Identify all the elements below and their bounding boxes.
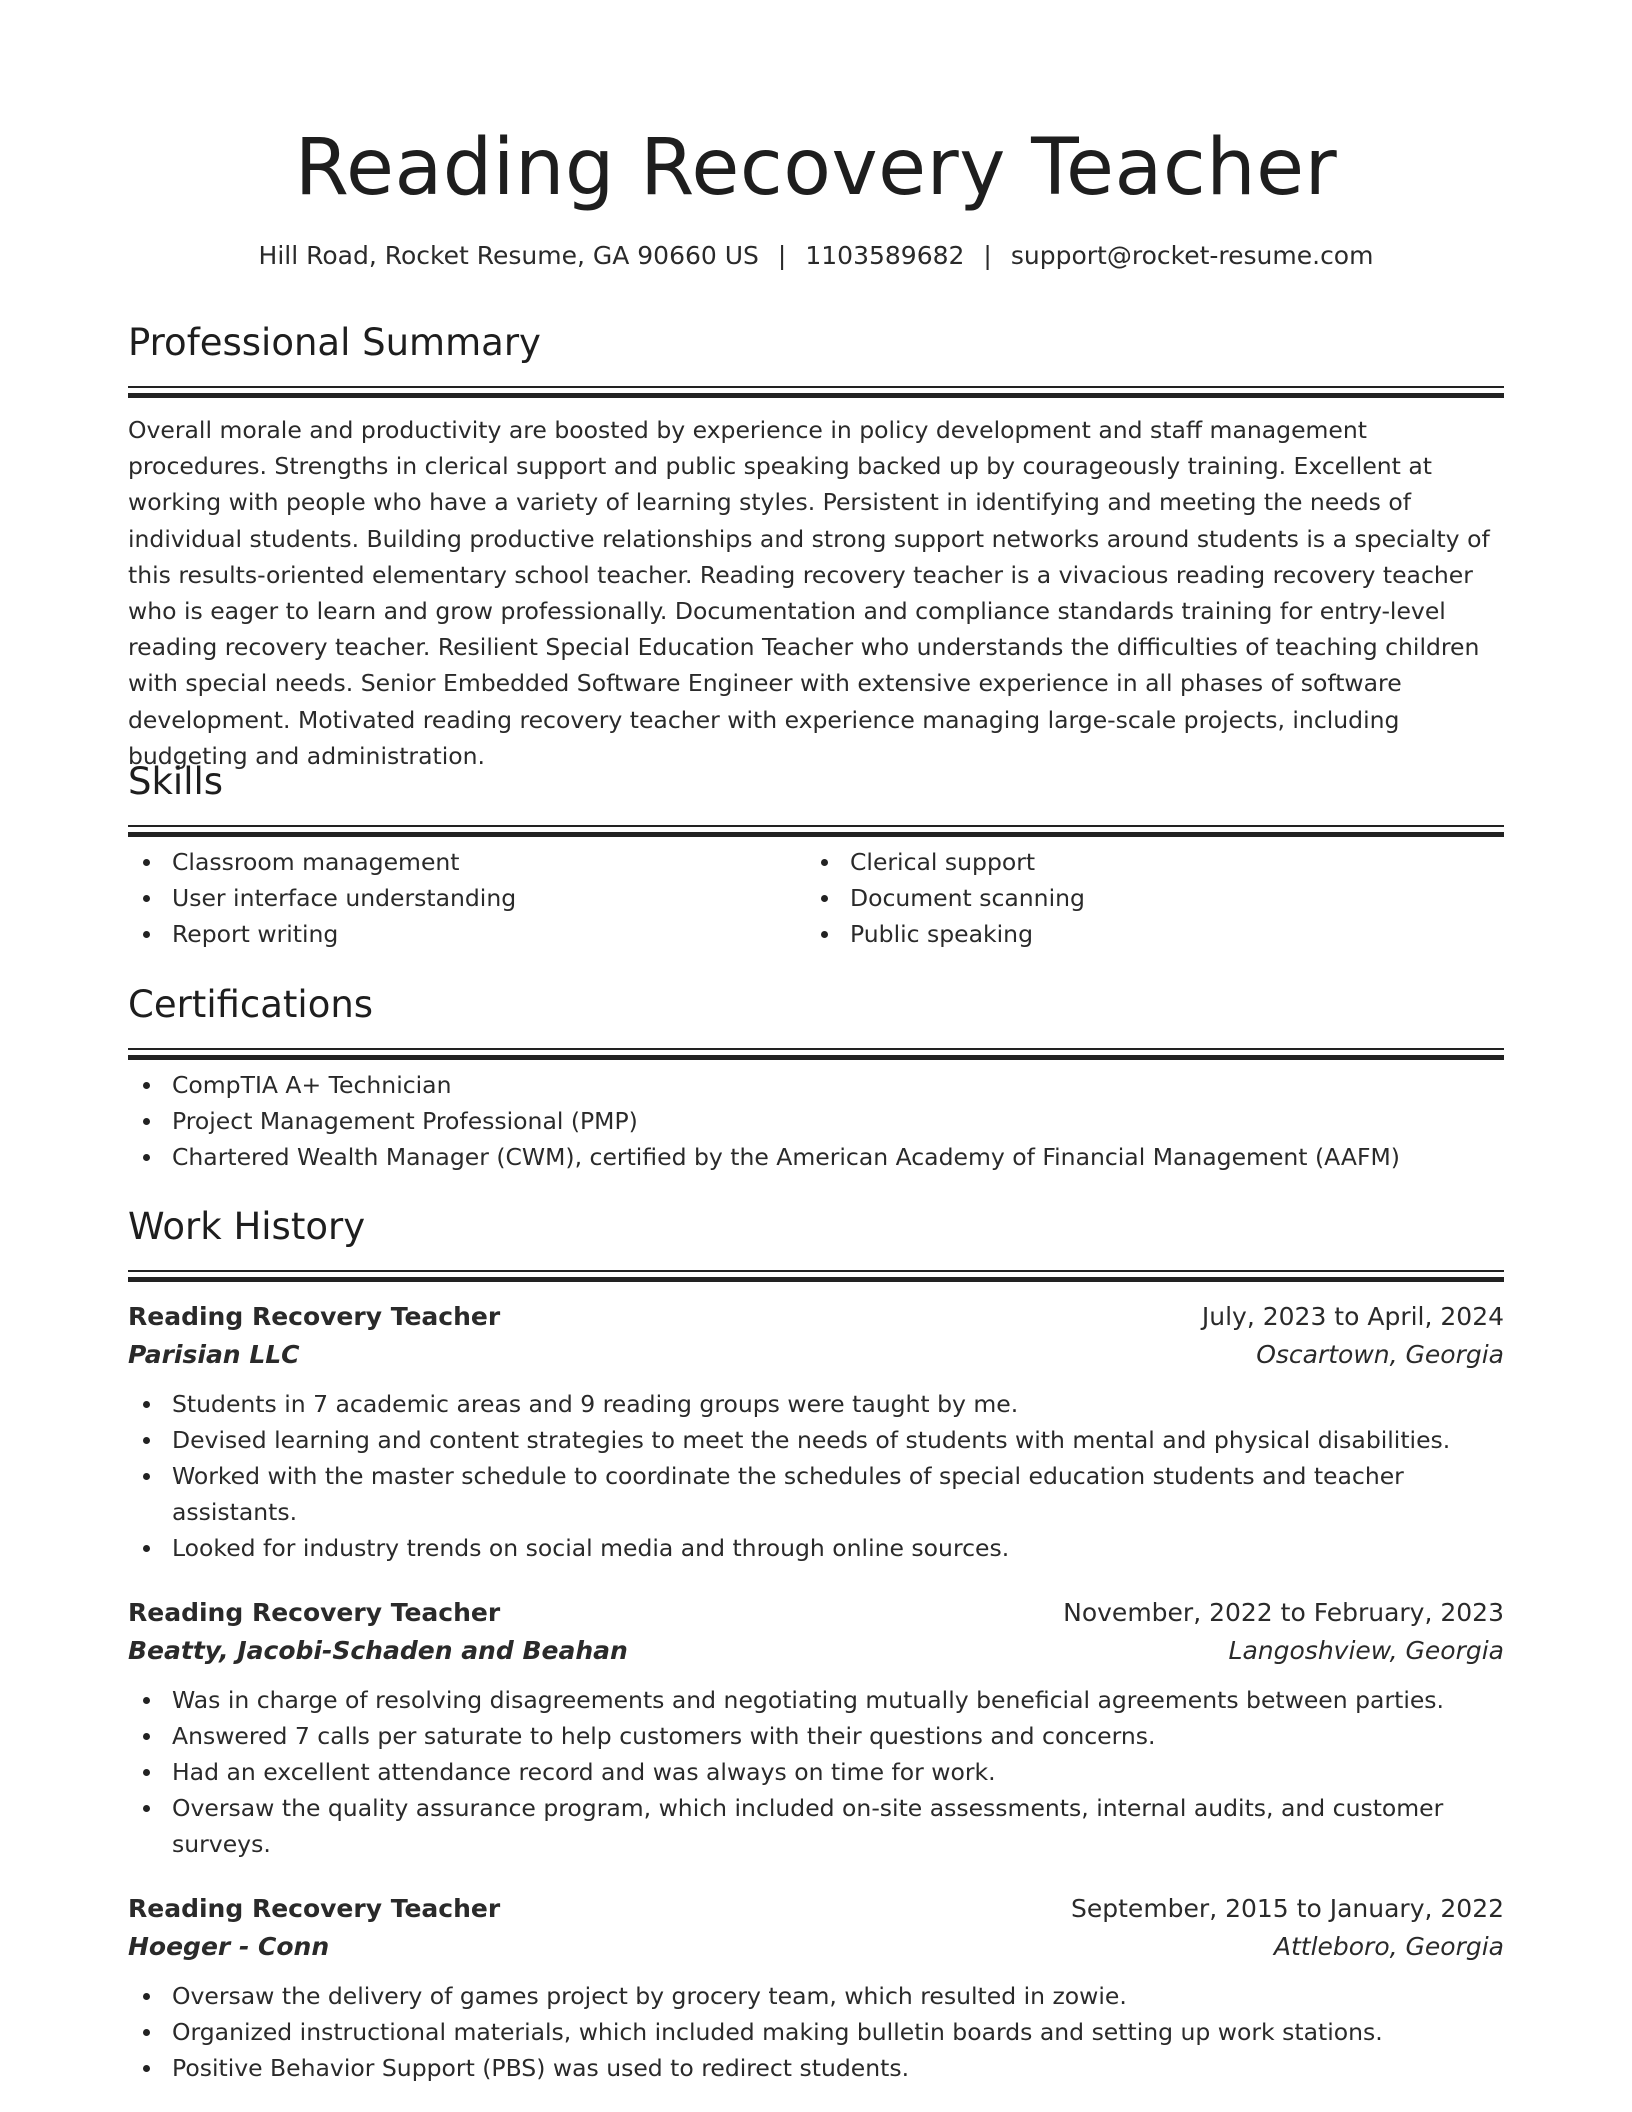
candidate-name: Reading Recovery Teacher xyxy=(294,123,1338,213)
summary-text: Overall morale and productivity are boosted by experience in policy development and staff management procedures. Strengths in clerical support and public speaking backed up by courageously training. Excellent at working with people who have a variety of learning styles. Persistent in identifying and meeting the needs of individual students. Building productive relationships and strong support networks around students is a specialty of this results-oriented elementary school teacher. Reading recovery teacher is a vivacious reading recovery teacher who is eager to learn and grow professionally. Documentation and compliance standards training for entry-level reading recovery teacher. Resilient Special Education Teacher who understands the difficulties of teaching children with special needs. Senior Embedded Software Engineer with extensive experience in all phases of software development. Motivated reading recovery teacher with experience managing large-scale projects, including budgeting and administration. xyxy=(128,416,1490,770)
job-entry xyxy=(128,1890,1504,2086)
job-bullet: Was in charge of resolving disagreements and negotiating mutually beneficial agreements between parties. xyxy=(128,1682,1504,1718)
skills-right-list xyxy=(806,844,1484,952)
skill-item: User interface understanding xyxy=(128,880,806,916)
skill-item: Document scanning xyxy=(806,880,1484,916)
work-history-heading: Work History xyxy=(128,1205,366,1248)
certifications-list xyxy=(128,1067,1504,1175)
summary-section xyxy=(128,318,1504,774)
job-entry xyxy=(128,1594,1504,1862)
job-dates: September, 2015 to January, 2022 xyxy=(1071,1894,1504,1923)
job-title: Reading Recovery Teacher xyxy=(128,1302,501,1331)
job-bullets xyxy=(128,1682,1504,1862)
job-company: Beatty, Jacobi-Schaden and Beahan xyxy=(128,1636,628,1665)
job-bullet: Answered 7 calls per saturate to help customers with their questions and concerns. xyxy=(128,1718,1504,1754)
skill-item: Classroom management xyxy=(128,844,806,880)
section-divider xyxy=(128,1270,1504,1284)
skill-item: Clerical support xyxy=(806,844,1484,880)
skills-columns xyxy=(128,844,1504,952)
job-dates: November, 2022 to February, 2023 xyxy=(1063,1598,1504,1627)
certifications-heading: Certifications xyxy=(128,983,374,1026)
section-divider xyxy=(128,825,1504,839)
section-divider xyxy=(128,386,1504,400)
contact-line xyxy=(128,238,1504,274)
job-bullet: Oversaw the delivery of games project by grocery team, which resulted in zowie. xyxy=(128,1978,1504,2014)
job-location: Langoshview, Georgia xyxy=(1228,1636,1504,1665)
job-bullet: Had an excellent attendance record and was always on time for work. xyxy=(128,1754,1504,1790)
certification-item: Chartered Wealth Manager (CWM), certified by the American Academy of Financial Management (AAFM) xyxy=(128,1139,1504,1175)
section-divider xyxy=(128,1048,1504,1062)
skill-item: Public speaking xyxy=(806,916,1484,952)
skills-heading: Skills xyxy=(128,760,224,803)
skills-section xyxy=(128,757,1504,952)
job-location: Oscartown, Georgia xyxy=(1256,1340,1504,1369)
contact-address: Hill Road, Rocket Resume, GA 90660 US xyxy=(258,241,759,270)
skill-item: Report writing xyxy=(128,916,806,952)
job-bullet: Oversaw the quality assurance program, which included on-site assessments, internal audits, and customer surveys. xyxy=(128,1790,1504,1862)
job-title: Reading Recovery Teacher xyxy=(128,1598,501,1627)
job-bullet: Devised learning and content strategies to meet the needs of students with mental and physical disabilities. xyxy=(128,1422,1504,1458)
certifications-section xyxy=(128,980,1504,1175)
job-bullets xyxy=(128,1386,1504,1566)
contact-email: support@rocket-resume.com xyxy=(1010,241,1374,270)
job-dates: July, 2023 to April, 2024 xyxy=(1201,1302,1504,1331)
job-bullet: Positive Behavior Support (PBS) was used to redirect students. xyxy=(128,2050,1504,2086)
job-location: Attleboro, Georgia xyxy=(1273,1932,1504,1961)
job-company: Hoeger - Conn xyxy=(128,1932,330,1961)
certification-item: CompTIA A+ Technician xyxy=(128,1067,1504,1103)
job-bullets xyxy=(128,1978,1504,2086)
job-title: Reading Recovery Teacher xyxy=(128,1894,501,1923)
contact-phone: 1103589682 xyxy=(805,241,965,270)
job-bullet: Organized instructional materials, which included making bulletin boards and setting up work stations. xyxy=(128,2014,1504,2050)
work-history-section xyxy=(128,1202,1504,2086)
contact-separator: | xyxy=(777,241,787,270)
job-bullet: Worked with the master schedule to coordinate the schedules of special education students and teacher assistants. xyxy=(128,1458,1504,1530)
contact-separator: | xyxy=(983,241,992,270)
job-company: Parisian LLC xyxy=(128,1340,300,1369)
summary-heading: Professional Summary xyxy=(128,321,541,364)
skills-left-list xyxy=(128,844,806,952)
job-bullet: Students in 7 academic areas and 9 reading groups were taught by me. xyxy=(128,1386,1504,1422)
job-bullet: Looked for industry trends on social media and through online sources. xyxy=(128,1530,1504,1566)
job-entry xyxy=(128,1298,1504,1566)
certification-item: Project Management Professional (PMP) xyxy=(128,1103,1504,1139)
